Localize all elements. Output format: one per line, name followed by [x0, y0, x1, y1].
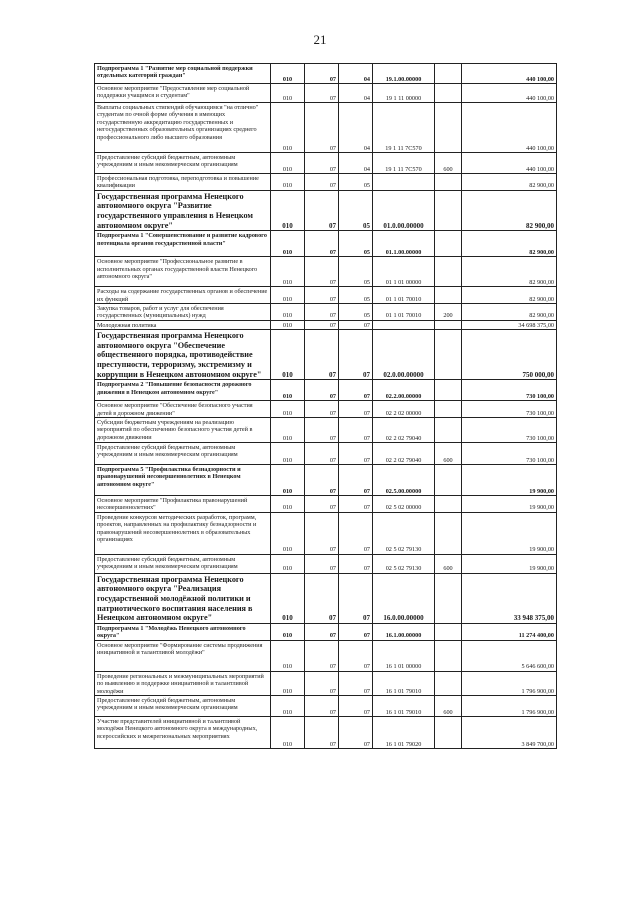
- ministry-code: 010: [271, 287, 305, 304]
- amount: 440 100,00: [462, 153, 557, 174]
- section-code: 07: [305, 640, 339, 671]
- amount: 19 900,00: [462, 465, 557, 496]
- target-article-code: 01.1.00.00000: [373, 231, 435, 257]
- subsection-code: 07: [339, 671, 373, 695]
- ministry-code: 010: [271, 320, 305, 329]
- section-code: 07: [305, 465, 339, 496]
- table-row: [95, 257, 557, 287]
- amount: 33 948 375,00: [462, 573, 557, 623]
- expense-type-code: [435, 401, 462, 418]
- target-article-code: 01 1 01 00000: [373, 257, 435, 287]
- table-row: [95, 554, 557, 573]
- section-code: 07: [305, 103, 339, 153]
- ministry-code: 010: [271, 330, 305, 380]
- subsection-code: 07: [339, 554, 373, 573]
- amount: 730 100,00: [462, 380, 557, 401]
- table-row: [95, 304, 557, 321]
- row-name: Предоставление субсидий бюджетным, автономным учреждениям и иным некоммерческим организациям: [95, 153, 271, 174]
- expense-type-code: [435, 64, 462, 84]
- target-article-code: 02 2 02 00000: [373, 401, 435, 418]
- expense-type-code: 200: [435, 304, 462, 321]
- target-article-code: 16.0.00.00000: [373, 573, 435, 623]
- amount: 82 900,00: [462, 231, 557, 257]
- section-code: 07: [305, 190, 339, 230]
- row-name: Выплаты социальных стипендий обучающимся "на отлично" студентам по очной форме обучения в имеющих государственную аккредитацию государственных и негосударственных образовательных организациях среднего профессионального либо высшего образования: [95, 103, 271, 153]
- subsection-code: 04: [339, 64, 373, 84]
- ministry-code: 010: [271, 623, 305, 640]
- row-name: Основное мероприятие "Профилактика правонарушений несовершеннолетних": [95, 496, 271, 513]
- ministry-code: 010: [271, 671, 305, 695]
- expense-type-code: [435, 496, 462, 513]
- ministry-code: 010: [271, 84, 305, 103]
- subsection-code: 07: [339, 623, 373, 640]
- amount: 3 849 700,00: [462, 717, 557, 749]
- table-row: [95, 671, 557, 695]
- row-name: Субсидии бюджетным учреждениям на реализацию мероприятий по обеспечению безопасного участия детей в дорожном движении: [95, 418, 271, 443]
- amount: 82 900,00: [462, 190, 557, 230]
- row-name: Предоставление субсидий бюджетным, автономным учреждениям и иным некоммерческим организациям: [95, 554, 271, 573]
- table-row: [95, 330, 557, 380]
- ministry-code: 010: [271, 153, 305, 174]
- subsection-code: 04: [339, 84, 373, 103]
- subsection-code: 07: [339, 496, 373, 513]
- row-name: Молодежная политика: [95, 320, 271, 329]
- target-article-code: 19 1 11 7С570: [373, 103, 435, 153]
- expense-type-code: [435, 174, 462, 191]
- section-code: 07: [305, 330, 339, 380]
- expense-type-code: [435, 380, 462, 401]
- section-code: 07: [305, 512, 339, 554]
- amount: 11 274 400,00: [462, 623, 557, 640]
- expense-type-code: [435, 623, 462, 640]
- target-article-code: 16 1 01 79020: [373, 717, 435, 749]
- target-article-code: 02.0.00.00000: [373, 330, 435, 380]
- expense-type-code: [435, 573, 462, 623]
- subsection-code: 07: [339, 717, 373, 749]
- table-row: [95, 103, 557, 153]
- section-code: 07: [305, 174, 339, 191]
- expense-type-code: 600: [435, 554, 462, 573]
- amount: 440 100,00: [462, 103, 557, 153]
- expense-type-code: [435, 231, 462, 257]
- table-row: [95, 231, 557, 257]
- subsection-code: 07: [339, 320, 373, 329]
- expense-type-code: [435, 717, 462, 749]
- amount: 440 100,00: [462, 84, 557, 103]
- section-code: 07: [305, 671, 339, 695]
- amount: 5 646 600,00: [462, 640, 557, 671]
- target-article-code: 16 1 01 79010: [373, 696, 435, 717]
- row-name: Подпрограмма 5 "Профилактика безнадзорности и правонарушений несовершеннолетних в Ненецком автономном округе": [95, 465, 271, 496]
- row-name: Государственная программа Ненецкого автономного округа "Реализация государственной молодёжной политики и патриотического воспитания населения в Ненецком автономном округе": [95, 573, 271, 623]
- amount: 82 900,00: [462, 304, 557, 321]
- subsection-code: 05: [339, 190, 373, 230]
- subsection-code: 07: [339, 443, 373, 465]
- expense-type-code: [435, 190, 462, 230]
- table-row: [95, 418, 557, 443]
- row-name: Основное мероприятие "Обеспечение безопасного участия детей в дорожном движении": [95, 401, 271, 418]
- target-article-code: 01 1 01 70010: [373, 304, 435, 321]
- subsection-code: 05: [339, 304, 373, 321]
- row-name: Государственная программа Ненецкого автономного округа "Развитие государственного управления в Ненецком автономном округе": [95, 190, 271, 230]
- row-name: Подпрограмма 1 "Молодёжь Ненецкого автономного округа": [95, 623, 271, 640]
- target-article-code: [373, 320, 435, 329]
- subsection-code: 07: [339, 330, 373, 380]
- row-name: Основное мероприятие "Профессиональное развитие в исполнительных органах государственной власти Ненецкого автономного округа": [95, 257, 271, 287]
- target-article-code: 02 5 02 79130: [373, 554, 435, 573]
- ministry-code: 010: [271, 696, 305, 717]
- subsection-code: 07: [339, 465, 373, 496]
- expense-type-code: 600: [435, 443, 462, 465]
- table-row: [95, 380, 557, 401]
- target-article-code: 02 5 02 79130: [373, 512, 435, 554]
- row-name: Подпрограмма 1 "Совершенствование и развитие кадрового потенциала органов государственной власти": [95, 231, 271, 257]
- subsection-code: 05: [339, 257, 373, 287]
- amount: 730 100,00: [462, 401, 557, 418]
- expense-type-code: 600: [435, 696, 462, 717]
- section-code: 07: [305, 304, 339, 321]
- section-code: 07: [305, 623, 339, 640]
- ministry-code: 010: [271, 512, 305, 554]
- ministry-code: 010: [271, 304, 305, 321]
- ministry-code: 010: [271, 573, 305, 623]
- amount: 82 900,00: [462, 174, 557, 191]
- table-row: [95, 496, 557, 513]
- section-code: 07: [305, 443, 339, 465]
- ministry-code: 010: [271, 554, 305, 573]
- row-name: Проведение конкурсов методических разработок, программ, проектов, направленных на профилактику безнадзорности и правонарушений несовершеннолетних в образовательных организациях: [95, 512, 271, 554]
- target-article-code: 19 1 11 7С570: [373, 153, 435, 174]
- section-code: 07: [305, 496, 339, 513]
- amount: 19 900,00: [462, 554, 557, 573]
- row-name: Государственная программа Ненецкого автономного округа "Обеспечение общественного порядка, противодействие преступности, терроризму, экстремизму и коррупции в Ненецком автономном округе": [95, 330, 271, 380]
- ministry-code: 010: [271, 640, 305, 671]
- amount: 1 796 900,00: [462, 671, 557, 695]
- row-name: Закупка товаров, работ и услуг для обеспечения государственных (муниципальных) нужд: [95, 304, 271, 321]
- section-code: 07: [305, 554, 339, 573]
- subsection-code: 07: [339, 401, 373, 418]
- row-name: Расходы на содержание государственных органов и обеспечение их функций: [95, 287, 271, 304]
- section-code: 07: [305, 320, 339, 329]
- ministry-code: 010: [271, 465, 305, 496]
- row-name: Подпрограмма 2 "Повышение безопасности дорожного движения в Ненецком автономном округе": [95, 380, 271, 401]
- section-code: 07: [305, 418, 339, 443]
- row-name: Основное мероприятие "Формирование системы продвижения инициативной и талантливой молодёжи": [95, 640, 271, 671]
- section-code: 07: [305, 717, 339, 749]
- target-article-code: 02 2 02 79040: [373, 418, 435, 443]
- ministry-code: 010: [271, 496, 305, 513]
- table-row: [95, 287, 557, 304]
- amount: 1 796 900,00: [462, 696, 557, 717]
- target-article-code: 16.1.00.00000: [373, 623, 435, 640]
- table-row: [95, 153, 557, 174]
- table-row: [95, 512, 557, 554]
- ministry-code: 010: [271, 257, 305, 287]
- expense-type-code: [435, 671, 462, 695]
- table-row: [95, 465, 557, 496]
- section-code: 07: [305, 696, 339, 717]
- row-name: Предоставление субсидий бюджетным, автономным учреждениям и иным некоммерческим организациям: [95, 696, 271, 717]
- ministry-code: 010: [271, 443, 305, 465]
- amount: 19 900,00: [462, 496, 557, 513]
- target-article-code: 01.0.00.00000: [373, 190, 435, 230]
- table-row: [95, 320, 557, 329]
- ministry-code: 010: [271, 64, 305, 84]
- table-row: [95, 174, 557, 191]
- section-code: 07: [305, 287, 339, 304]
- table-row: [95, 640, 557, 671]
- target-article-code: 19.1.00.00000: [373, 64, 435, 84]
- target-article-code: 02.5.00.00000: [373, 465, 435, 496]
- row-name: Проведение региональных и межмуниципальных мероприятий по выявлению и поддержке инициативной и талантливой молодёжи: [95, 671, 271, 695]
- subsection-code: 07: [339, 380, 373, 401]
- target-article-code: 02 5 02 00000: [373, 496, 435, 513]
- target-article-code: 02 2 02 79040: [373, 443, 435, 465]
- expense-type-code: [435, 84, 462, 103]
- amount: 730 100,00: [462, 443, 557, 465]
- table-row: [95, 573, 557, 623]
- table-row: [95, 717, 557, 749]
- target-article-code: 19 1 11 00000: [373, 84, 435, 103]
- expense-type-code: [435, 103, 462, 153]
- target-article-code: [373, 174, 435, 191]
- expense-type-code: [435, 287, 462, 304]
- ministry-code: 010: [271, 380, 305, 401]
- subsection-code: 07: [339, 418, 373, 443]
- subsection-code: 05: [339, 287, 373, 304]
- row-name: Участие представителей инициативной и талантливой молодёжи Ненецкого автономного округа в международных, всероссийских и межрегиональных мероприятиях: [95, 717, 271, 749]
- amount: 440 100,00: [462, 64, 557, 84]
- subsection-code: 07: [339, 640, 373, 671]
- ministry-code: 010: [271, 717, 305, 749]
- expense-type-code: [435, 512, 462, 554]
- subsection-code: 07: [339, 512, 373, 554]
- section-code: 07: [305, 401, 339, 418]
- table-row: [95, 443, 557, 465]
- row-name: Предоставление субсидий бюджетным, автономным учреждениям и иным некоммерческим организациям: [95, 443, 271, 465]
- budget-table: [94, 63, 557, 749]
- target-article-code: 02.2.00.00000: [373, 380, 435, 401]
- section-code: 07: [305, 257, 339, 287]
- row-name: Основное мероприятие "Предоставление мер социальной поддержки учащимся и студентам": [95, 84, 271, 103]
- expense-type-code: [435, 330, 462, 380]
- target-article-code: 01 1 01 70010: [373, 287, 435, 304]
- section-code: 07: [305, 573, 339, 623]
- amount: 34 698 375,00: [462, 320, 557, 329]
- subsection-code: 04: [339, 153, 373, 174]
- expense-type-code: [435, 465, 462, 496]
- section-code: 07: [305, 84, 339, 103]
- ministry-code: 010: [271, 174, 305, 191]
- amount: 750 000,00: [462, 330, 557, 380]
- expense-type-code: [435, 320, 462, 329]
- ministry-code: 010: [271, 418, 305, 443]
- target-article-code: 16 1 01 79010: [373, 671, 435, 695]
- expense-type-code: [435, 418, 462, 443]
- expense-type-code: [435, 640, 462, 671]
- table-row: [95, 623, 557, 640]
- section-code: 07: [305, 153, 339, 174]
- table-row: [95, 696, 557, 717]
- amount: 19 900,00: [462, 512, 557, 554]
- amount: 82 900,00: [462, 287, 557, 304]
- table-row: [95, 64, 557, 84]
- subsection-code: 05: [339, 231, 373, 257]
- table-row: [95, 190, 557, 230]
- ministry-code: 010: [271, 103, 305, 153]
- row-name: Профессиональная подготовка, переподготовка и повышение квалификации: [95, 174, 271, 191]
- section-code: 07: [305, 64, 339, 84]
- page-number: 21: [313, 32, 327, 47]
- section-code: 07: [305, 380, 339, 401]
- table-row: [95, 84, 557, 103]
- ministry-code: 010: [271, 401, 305, 418]
- target-article-code: 16 1 01 00000: [373, 640, 435, 671]
- amount: 82 900,00: [462, 257, 557, 287]
- subsection-code: 05: [339, 174, 373, 191]
- subsection-code: 04: [339, 103, 373, 153]
- amount: 730 100,00: [462, 418, 557, 443]
- expense-type-code: [435, 257, 462, 287]
- subsection-code: 07: [339, 573, 373, 623]
- ministry-code: 010: [271, 231, 305, 257]
- table-row: [95, 401, 557, 418]
- expense-type-code: 600: [435, 153, 462, 174]
- subsection-code: 07: [339, 696, 373, 717]
- section-code: 07: [305, 231, 339, 257]
- ministry-code: 010: [271, 190, 305, 230]
- row-name: Подпрограмма 1 "Развитие мер социальной поддержки отдельных категорий граждан": [95, 64, 271, 84]
